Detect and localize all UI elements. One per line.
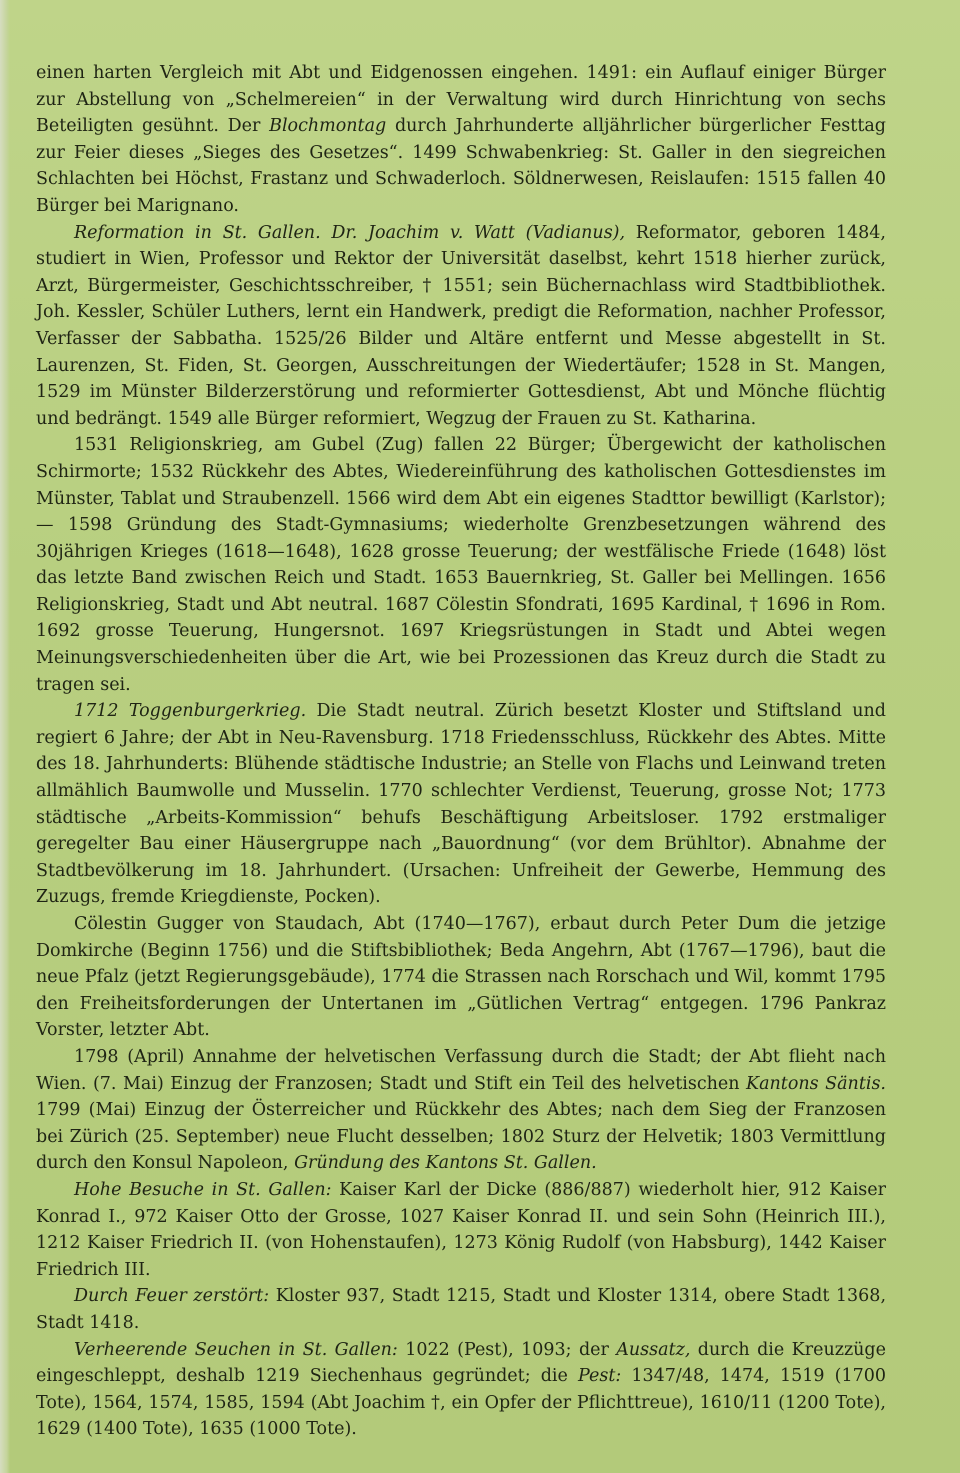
text-segment: 1799 (Mai) Einzug der Österreicher und Rückkehr des Abtes; nach dem Sieg der Franzosen bei Zürich (25. September) neue Flucht desselben; 1802 Sturz der Helvetik; 1803 Vermittlung durch den Konsul Napoleon, [36,1100,886,1174]
paragraph [36,698,886,911]
text-segment: Kaiser Karl der Dicke (886/887) wiederholt hier, 912 Kaiser Konrad I., 972 Kaiser Otto der Grosse, 1027 Kaiser Konrad II. und sein Sohn (Heinrich III.), 1212 Kaiser Friedrich II. (von Hohenstaufen), 1273 König Rudolf (von Habsburg), 1442 Kaiser Friedrich III. [36,1179,886,1280]
italic-text-segment: Gründung des Kantons St. Gallen. [294,1153,597,1174]
text-segment: durch die Kreuzzüge eingeschleppt, deshalb 1219 Siechenhaus gegründet; die [36,1339,886,1387]
italic-text-segment: Pest: [578,1366,622,1387]
text-segment: Die Stadt neutral. Zürich besetzt Kloster und Stiftsland und regiert 6 Jahre; der Abt in Neu-Ravensburg. 1718 Friedensschluss, Rückkehr des Abtes. Mitte des 18. Jahrhunderts: Blühende städtische Industrie; an Stelle von Flachs und Leinwand treten allmählich Baumwolle und Musselin. 1770 schlechter Verdienst, Teuerung, grosse Not; 1773 städtische „Arbeits-Kommission“ behufs Beschäftigung Arbeitsloser. 1792 erstmaliger geregelter Bau einer Häusergruppe nach „Bauordnung“ (vor dem Brühltor). Abnahme der Stadtbevölkerung im 18. Jahrhundert. (Ursachen: Unfreiheit der Gewerbe, Hemmung des Zuzugs, fremde Kriegdienste, Pocken). [36,701,886,908]
page-edge [0,0,10,1473]
text-segment: durch Jahrhunderte alljährlicher bürgerlicher Festtag zur Feier dieses „Sieges des Gesetzes“. 1499 Schwabenkrieg: St. Galler in den siegreichen Schlachten bei Höchst, Frastanz und Schwaderloch. Söldnerwesen, Reislaufen: 1515 fallen 40 Bürger bei Marignano. [36,116,886,216]
paragraph [36,1044,886,1177]
text-segment: 1798 (April) Annahme der helvetischen Verfassung durch die Stadt; der Abt flieht nach Wien. (7. Mai) Einzug der Franzosen; Stadt und Stift ein Teil des helvetischen [36,1046,886,1094]
italic-text-segment: Kantons Säntis. [746,1073,886,1094]
italic-text-segment: Hohe Besuche in St. Gallen: [74,1179,332,1200]
paragraph [36,220,886,433]
paragraph [36,1283,886,1336]
text-segment: Cölestin Gugger von Staudach, Abt (1740—1767), erbaut durch Peter Dum die jetzige Domkirche (Beginn 1756) und die Stiftsbibliothek; Beda Angehrn, Abt (1767—1796), baut die neue Pfalz (jetzt Regierungsgebäude), 1774 die Strassen nach Rorschach und Wil, kommt 1795 den Freiheitsforderungen der Untertanen im „Gütlichen Vertrag“ entgegen. 1796 Pankraz Vorster, letzter Abt. [36,914,886,1041]
italic-text-segment: 1712 Toggenburgerkrieg. [74,701,307,722]
italic-text-segment: Durch Feuer zerstört: [74,1286,270,1307]
italic-text-segment: Blochmontag [269,116,387,137]
paragraph [36,1177,886,1283]
text-segment: Kloster 937, Stadt 1215, Stadt und Kloster 1314, obere Stadt 1368, Stadt 1418. [36,1286,887,1333]
paragraph [36,60,886,220]
paragraph [36,432,886,698]
italic-text-segment: Reformation in St. Gallen. Dr. Joachim v. Watt (Vadianus), [74,222,626,243]
text-segment: 1347/48, 1474, 1519 (1700 Tote), 1564, 1574, 1585, 1594 (Abt Joachim †, ein Opfer der Pflichttreue), 1610/11 (1200 Tote), 1629 (1400 Tote), 1635 (1000 Tote). [36,1366,887,1440]
paragraph [36,911,886,1044]
text-segment: 1531 Religionskrieg, am Gubel (Zug) fallen 22 Bürger; Übergewicht der katholischen Schirmorte; 1532 Rückkehr des Abtes, Wiedereinführung des katholischen Gottesdienstes im Münster, Tablat und Straubenzell. 1566 wird dem Abt ein eigenes Stadttor bewilligt (Karlstor); — 1598 Gründung des Stadt-Gymnasiums; wiederholte Grenzbesetzungen während des 30jährigen Krieges (1618—1648), 1628 grosse Teuerung; der westfälische Friede (1648) löst das letzte Band zwischen Reich und Stadt. 1653 Bauernkrieg, St. Galler bei Mellingen. 1656 Religionskrieg, Stadt und Abt neutral. 1687 Cölestin Sfondrati, 1695 Kardinal, † 1696 in Rom. 1692 grosse Teuerung, Hungersnot. 1697 Kriegsrüstungen in Stadt und Abtei wegen Meinungsverschiedenheiten über die Art, wie bei Prozessionen das Kreuz durch die Stadt zu tragen sei. [36,435,886,695]
text-segment: einen harten Vergleich mit Abt und Eidgenossen eingehen. 1491: ein Auflauf einiger Bürger zur Abstellung von „Schelmereien“ in der Verwaltung wird durch Hinrichtung von sechs Beteiligten gesühnt. Der [36,63,886,137]
italic-text-segment: Verheerende Seuchen in St. Gallen: [74,1339,398,1360]
page-text-body [36,60,886,1443]
italic-text-segment: Aussatz, [616,1339,691,1360]
text-segment: 1022 (Pest), 1093; der [397,1339,617,1360]
text-segment: Reformator, geboren 1484, studiert in Wien, Professor und Rektor der Universität daselbst, kehrt 1518 hierher zurück, Arzt, Bürgermeister, Geschichtsschreiber, † 1551; sein Büchernachlass wird Stadtbibliothek. Joh. Kessler, Schüler Luthers, lernt ein Handwerk, predigt die Reformation, nachher Professor, Verfasser der Sabbatha. 1525/26 Bilder und Altäre entfernt und Messe abgestellt in St. Laurenzen, St. Fiden, St. Georgen, Ausschreitungen der Wiedertäufer; 1528 in St. Mangen, 1529 im Münster Bilderzerstörung und reformierter Gottesdienst, Abt und Mönche flüchtig und bedrängt. 1549 alle Bürger reformiert, Wegzug der Frauen zu St. Katharina. [36,222,887,429]
paragraph [36,1337,886,1443]
